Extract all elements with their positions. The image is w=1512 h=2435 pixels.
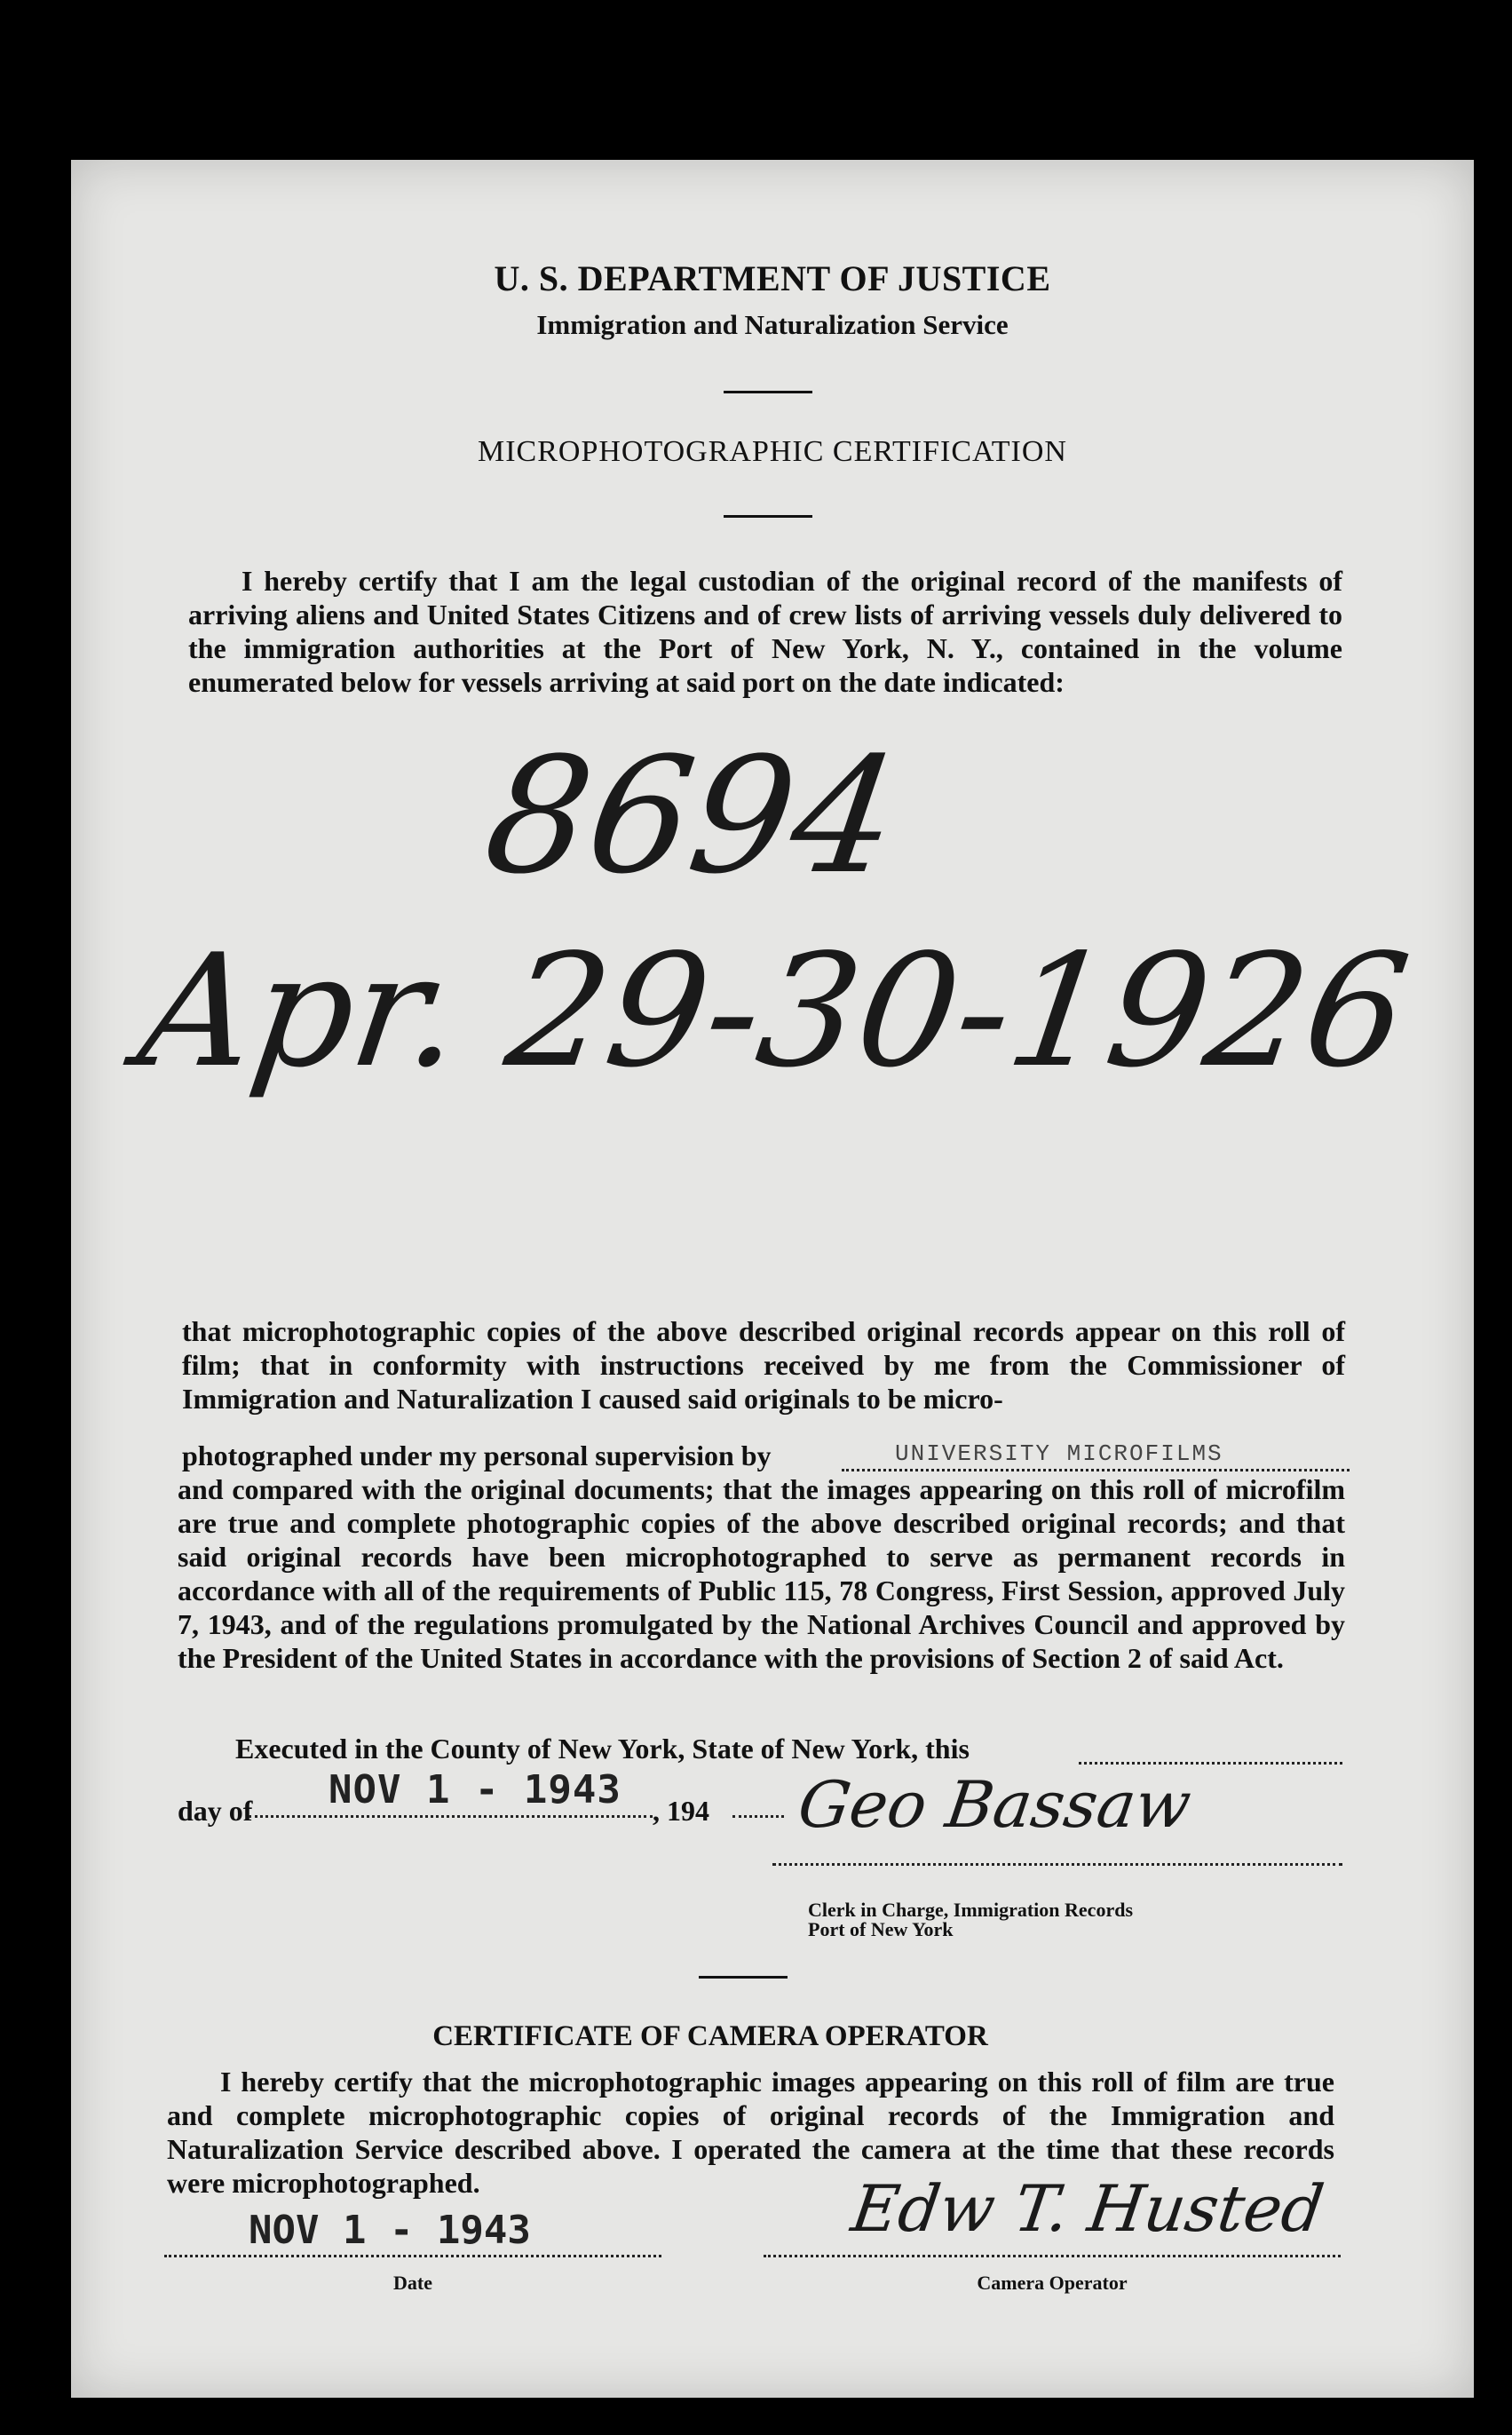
body-paragraph-2: and compared with the original documents; that the images appearing on this roll of microfilm are true and complete photographic copies of the above described original records; and that said original records have been microphotographed to serve as permanent records in accordance with all of the requirements of Public 115, 78 Congress, First Session, approved July 7, 1943, and of the regulations promulgated by the National Archives Council and approved by the President of the United States in accordance with the provisions of Section 2 of said Act. [178,1473,1345,1674]
clerk-port: Port of New York [808,1918,954,1940]
operator-signature: Edw T. Husted [847,2171,1329,2246]
volume-number: 8694 [475,724,908,909]
supervisor-field [842,1439,1350,1471]
day-field [1079,1749,1342,1765]
supervisor-name: UNIVERSITY MICROFILMS [895,1440,1223,1467]
body-paragraph-1: that microphotographic copies of the above described original records appear on this roll of film; that in conformity with instructions received by me from the Commissioner of Immigration and Naturalization I caused said originals to be micro- [182,1315,1345,1415]
year-prefix: , 194 [653,1795,709,1827]
certificate-page [71,160,1474,2398]
volume-dates: Apr. 29-30-1926 [129,922,1419,1102]
camera-certificate-heading: CERTIFICATE OF CAMERA OPERATOR [432,2020,988,2052]
divider-rule [724,391,812,393]
film-frame-edge [0,2398,1512,2435]
day-of-label: day of [178,1795,253,1827]
execution-date-stamp: NOV 1 - 1943 [329,1767,621,1812]
camera-certificate-text: I hereby certify that the microphotographic images appearing on this roll of film are true and complete microphotographic copies of original records of the Immigration and Naturalization Service described above. I operated the camera at the time that these records were microphotographed. [167,2066,1334,2199]
divider-rule [699,1976,788,1979]
executed-text: Executed in the County of New York, State of New York, this [235,1733,970,1765]
document-title: MICROPHOTOGRAPHIC CERTIFICATION [477,435,1067,468]
divider-rule [724,515,812,518]
certification-paragraph: I hereby certify that I am the legal custodian of the original record of the manifests of arriving aliens and United States Citizens and of crew lists of arriving vessels duly delivered to the immigration authorities at the Port of New York, N. Y., contained in the volume enumerated below for vessels arriving at said port on the date indicated: [188,565,1342,698]
camera-date-label: Date [393,2272,432,2294]
service-subheading: Immigration and Naturalization Service [536,309,1009,340]
operator-label: Camera Operator [977,2272,1128,2294]
operator-signature-line [764,2251,1341,2257]
supervision-prefix: photographed under my personal supervision by [182,1440,772,1471]
clerk-signature-line [772,1860,1342,1866]
year-field [732,1803,784,1818]
camera-date-line [164,2251,661,2257]
executed-line [235,1732,970,1765]
department-heading: U. S. DEPARTMENT OF JUSTICE [494,258,1051,298]
clerk-title: Clerk in Charge, Immigration Records [808,1899,1134,1921]
clerk-signature: Geo Bassaw [794,1767,1196,1842]
camera-date-stamp: NOV 1 - 1943 [249,2208,531,2253]
